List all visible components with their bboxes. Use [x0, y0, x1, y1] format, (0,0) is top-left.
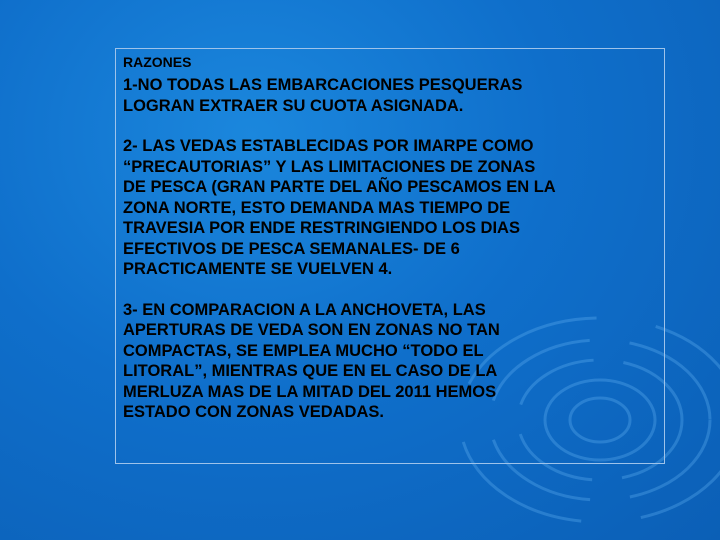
reason-1: 1-NO TODAS LAS EMBARCACIONES PESQUERAS LOGRAN EXTRAER SU CUOTA ASIGNADA. — [123, 76, 523, 115]
reason-2: 2- LAS VEDAS ESTABLECIDAS POR IMARPE COMO “PRECAUTORIAS” Y LAS LIMITACIONES DE ZONAS DE PESCA (GRAN PARTE DEL AÑO PESCAMOS EN LA ZONA NORTE, ESTO DEMANDA MAS TIEMPO DE TRAVESIA POR ENDE RESTRINGIENDO LOS DIAS EFECTIVOS DE PESCA SEMANALES- DE 6 PRACTICAMENTE SE VUELVEN 4. — [123, 137, 556, 278]
slide-heading: RAZONES — [123, 54, 192, 70]
slide-content — [123, 53, 663, 423]
reason-3: 3- EN COMPARACION A LA ANCHOVETA, LAS APERTURAS DE VEDA SON EN ZONAS NO TAN COMPACTAS, SE EMPLEA MUCHO “TODO EL LITORAL”, MIENTRAS QUE EN EL CASO DE LA MERLUZA MAS DE LA MITAD DEL 2011 HEMOS ESTADO CON ZONAS VEDADAS. — [123, 300, 500, 421]
